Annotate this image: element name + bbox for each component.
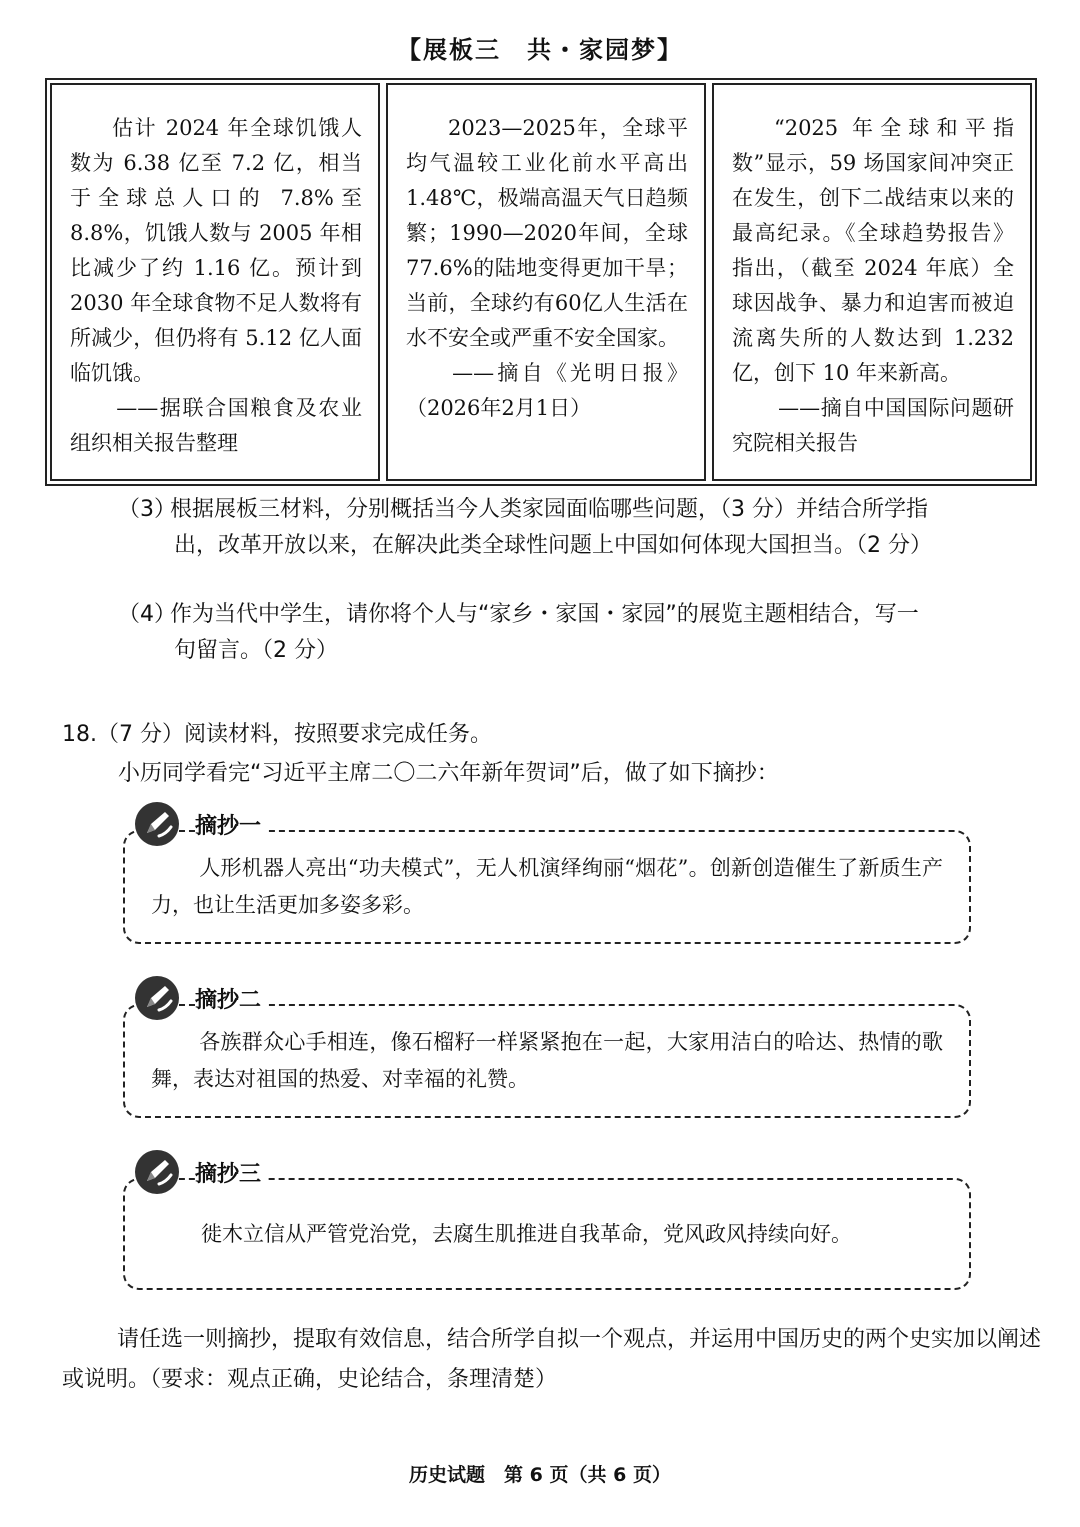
question-number: （3）	[118, 497, 176, 522]
material-panel-climate	[386, 83, 706, 481]
question-3	[118, 492, 1028, 564]
excerpt-text: 各族群众心手相连，像石榴籽一样紧紧抱在一起，大家用洁白的哈达、热情的歌舞，表达对祖国的热爱、对幸福的礼赞。	[151, 1030, 943, 1091]
question-18-heading: 18.（7 分）阅读材料，按照要求完成任务。	[62, 722, 492, 747]
question-text-continued: 出，改革开放以来，在解决此类全球性问题上中国如何体现大国担当。（2 分）	[174, 533, 932, 558]
excerpt-box-2	[123, 987, 971, 1118]
page-footer: 历史试题 第 6 页（共 6 页）	[409, 1464, 671, 1486]
excerpt-label: 摘抄一	[195, 809, 267, 840]
panel-source: ——摘自中国国际问题研究院相关报告	[731, 396, 1014, 455]
panel-body: 2023—2025年，全球平均气温较工业化前水平高出1.48℃，极端高温天气日趋频繁；1990—2020年间，全球77.6%的陆地变得更加干旱；当前，全球约有60亿人生活在水不安全或严重不安全国家。	[405, 116, 688, 350]
question-18-task: 请任选一则摘抄，提取有效信息，结合所学自拟一个观点，并运用中国历史的两个史实加以阐述或说明。（要求：观点正确，史论结合，条理清楚）	[62, 1327, 1042, 1392]
board-title: 【展板三 共・家园梦】	[397, 36, 683, 64]
pen-circle-icon	[133, 800, 181, 848]
excerpt-text: 人形机器人亮出“功夫模式”，无人机演绎绚丽“烟花”。创新创造催生了新质生产力，也让生活更加多姿多彩。	[151, 856, 943, 917]
panel-source: ——摘自《光明日报》（2026年2月1日）	[405, 361, 688, 420]
material-panel-conflict	[712, 83, 1032, 481]
material-panels	[45, 78, 1037, 486]
excerpt-box-3	[123, 1161, 971, 1290]
question-text: 根据展板三材料，分别概括当今人类家园面临哪些问题，（3 分）并结合所学指	[170, 497, 928, 522]
panel-body: “2025 年全球和平指数”显示，59 场国家间冲突正在发生，创下二战结束以来的最高纪录。《全球趋势报告》指出，（截至 2024 年底）全球因战争、暴力和迫害而被迫流离失所的人数达到 1.232 亿，创下 10 年来新高。	[731, 116, 1014, 385]
question-4	[118, 597, 1028, 669]
pen-circle-icon	[133, 974, 181, 1022]
question-18-intro: 小历同学看完“习近平主席二〇二六年新年贺词”后，做了如下摘抄：	[118, 761, 779, 786]
panel-body: 估计 2024 年全球饥饿人数为 6.38 亿至 7.2 亿，相当于全球总人口的 7.8%至 8.8%，饥饿人数与 2005 年相比减少了约 1.16 亿。预计到 2030 年全球食物不足人数将有所减少，但仍将有 5.12 亿人面临饥饿。	[70, 116, 362, 385]
question-text: 作为当代中学生，请你将个人与“家乡・家国・家园”的展览主题相结合，写一	[170, 602, 919, 627]
material-panel-hunger	[50, 83, 380, 481]
pen-circle-icon	[133, 1148, 181, 1196]
excerpt-label: 摘抄二	[195, 983, 267, 1014]
question-number: （4）	[118, 602, 176, 627]
excerpt-box-1	[123, 813, 971, 944]
excerpt-label: 摘抄三	[195, 1157, 267, 1188]
question-text-continued: 句留言。（2 分）	[174, 638, 338, 663]
excerpt-text: 徙木立信从严管党治党，去腐生肌推进自我革命，党风政风持续向好。	[201, 1222, 852, 1246]
panel-source: ——据联合国粮食及农业组织相关报告整理	[70, 396, 362, 455]
